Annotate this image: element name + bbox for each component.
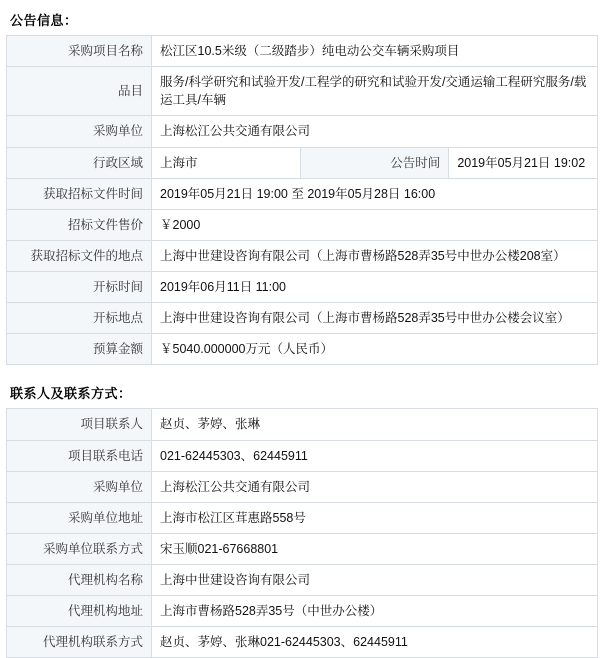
table-row [7, 303, 598, 334]
table-row [7, 565, 598, 596]
row-value: ￥2000 [152, 209, 598, 240]
row-label: 预算金额 [7, 334, 152, 365]
table-row-region-publish [7, 147, 598, 178]
publish-time-label: 公告时间 [300, 147, 449, 178]
row-label: 开标时间 [7, 272, 152, 303]
table-row [7, 471, 598, 502]
row-value: 上海市曹杨路528弄35号（中世办公楼） [152, 596, 598, 627]
table-row [7, 334, 598, 365]
row-label: 采购单位地址 [7, 502, 152, 533]
region-label: 行政区域 [7, 147, 152, 178]
row-label: 代理机构联系方式 [7, 627, 152, 658]
row-value: 上海中世建设咨询有限公司（上海市曹杨路528弄35号中世办公楼208室） [152, 240, 598, 271]
row-label: 招标文件售价 [7, 209, 152, 240]
table-row [7, 409, 598, 440]
row-label: 采购项目名称 [7, 36, 152, 67]
notice-section-title: 公告信息： [10, 13, 78, 28]
table-row [7, 533, 598, 564]
row-value: 上海松江公共交通有限公司 [152, 116, 598, 147]
table-row [7, 116, 598, 147]
table-row [7, 440, 598, 471]
section-spacer [4, 365, 596, 379]
row-label: 采购单位 [7, 471, 152, 502]
table-row [7, 209, 598, 240]
row-label: 获取招标文件时间 [7, 178, 152, 209]
row-label: 采购单位 [7, 116, 152, 147]
row-label: 代理机构名称 [7, 565, 152, 596]
row-value: 赵贞、茅婷、张琳021-62445303、62445911 [152, 627, 598, 658]
row-value: 021-62445303、62445911 [152, 440, 598, 471]
table-row [7, 627, 598, 658]
row-label: 获取招标文件的地点 [7, 240, 152, 271]
table-row [7, 36, 598, 67]
row-value: 松江区10.5米级（二级踏步）纯电动公交车辆采购项目 [152, 36, 598, 67]
row-value: 上海中世建设咨询有限公司 [152, 565, 598, 596]
region-value: 上海市 [152, 147, 301, 178]
row-label: 开标地点 [7, 303, 152, 334]
notice-info-table [6, 35, 598, 365]
table-row [7, 502, 598, 533]
row-value: ￥5040.000000万元（人民币） [152, 334, 598, 365]
row-value: 宋玉顺021-67668801 [152, 533, 598, 564]
row-value: 上海市松江区茸惠路558号 [152, 502, 598, 533]
row-value: 上海松江公共交通有限公司 [152, 471, 598, 502]
contact-info-table [6, 408, 598, 658]
table-row [7, 178, 598, 209]
table-row [7, 596, 598, 627]
row-label: 采购单位联系方式 [7, 533, 152, 564]
row-label: 品目 [7, 67, 152, 116]
row-value: 赵贞、茅婷、张琳 [152, 409, 598, 440]
table-row [7, 240, 598, 271]
row-value: 2019年06月11日 11:00 [152, 272, 598, 303]
row-label: 代理机构地址 [7, 596, 152, 627]
row-value: 2019年05月21日 19:00 至 2019年05月28日 16:00 [152, 178, 598, 209]
row-label: 项目联系电话 [7, 440, 152, 471]
row-label: 项目联系人 [7, 409, 152, 440]
table-row [7, 272, 598, 303]
contact-section-title: 联系人及联系方式： [10, 386, 132, 402]
row-value: 上海中世建设咨询有限公司（上海市曹杨路528弄35号中世办公楼会议室） [152, 303, 598, 334]
publish-time-value: 2019年05月21日 19:02 [449, 147, 598, 178]
table-row [7, 67, 598, 116]
row-value: 服务/科学研究和试验开发/工程学的研究和试验开发/交通运输工程研究服务/载运工具/车辆 [152, 67, 598, 116]
